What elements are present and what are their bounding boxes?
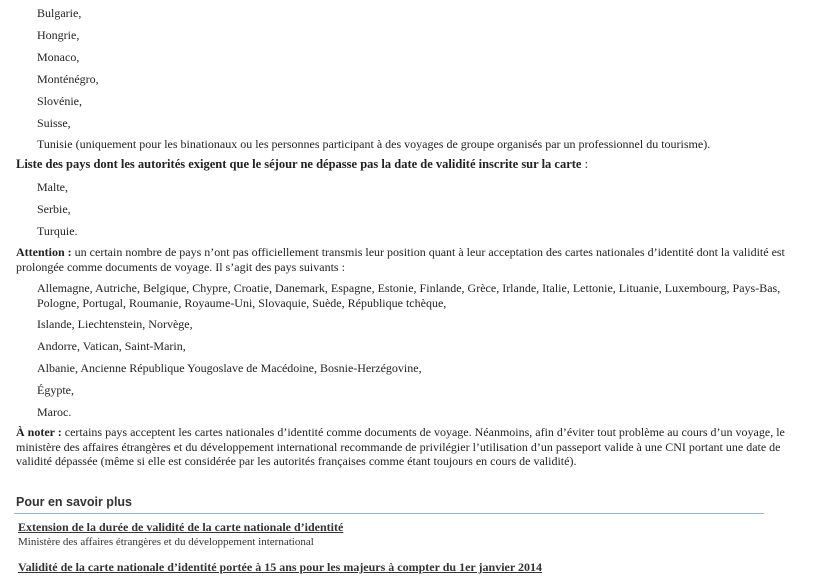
note-label: À noter : [16,425,62,439]
attention-paragraph [16,245,786,274]
country-tunisie: Tunisie (uniquement pour les binationaux ou les personnes participant à des voyages de groupe organisés par un professionnel du tourisme). [37,137,711,151]
note-text: certains pays acceptent les cartes nationales d’identité comme documents de voyage. Néanmoins, afin d’éviter tout problème au cours d’un voyage, le ministère des affaires étrangères et du développement international recommande de privilégier l’utilisation d’un passeport valide à une CNI portant une date de validité dépassée (même si elle est considérée par les autorités françaises comme étant toujours en cours de validité). [16,425,785,468]
country-serbie: Serbie, [37,202,71,216]
heading-bold: Liste des pays dont les autorités exigent que le séjour ne dépasse pas la date de validité inscrite sur la carte [16,157,582,171]
note-paragraph [16,425,786,469]
country-malte: Malte, [37,180,68,194]
link-extension-validite[interactable]: Extension de la durée de validité de la carte nationale d’identité [18,520,344,534]
heading-validity-countries [16,157,588,171]
heading-colon: : [581,157,589,171]
country-suisse: Suisse, [37,116,71,130]
more-info-title: Pour en savoir plus [16,495,133,509]
section-divider [14,513,764,514]
country-montenegro: Monténégro, [37,72,99,86]
country-maroc: Maroc. [37,405,72,419]
country-slovenie: Slovénie, [37,94,82,108]
countries-balkans: Albanie, Ancienne République Yougoslave de Macédoine, Bosnie-Herzégovine, [37,361,422,375]
countries-microstates: Andorre, Vatican, Saint-Marin, [37,339,186,353]
country-monaco: Monaco, [37,50,80,64]
countries-efta: Islande, Liechtenstein, Norvège, [37,317,193,331]
attention-label: Attention : [16,245,72,259]
link-source: Ministère des affaires étrangères et du développement international [18,536,314,548]
attention-text: un certain nombre de pays n’ont pas officiellement transmis leur position quant à leur acceptation des cartes nationales d’identité dont la validité est prolongée comme documents de voyage. Il s’agit des pays suivants : [16,245,785,274]
countries-europe: Allemagne, Autriche, Belgique, Chypre, Croatie, Danemark, Espagne, Estonie, Finlande, Grèce, Irlande, Italie, Lettonie, Lituanie, Luxembourg, Pays-Bas, Pologne, Portugal, Roumanie, Royaume-Uni, Slovaquie, Suède, République tchèque, [37,281,781,310]
link-validite-15-ans[interactable]: Validité de la carte nationale d’identité portée à 15 ans pour les majeurs à compter du 1er janvier 2014 [18,560,542,574]
country-turquie: Turquie. [37,224,78,238]
country-egypte: Égypte, [37,383,74,397]
country-bulgarie: Bulgarie, [37,6,82,20]
country-hongrie: Hongrie, [37,28,80,42]
